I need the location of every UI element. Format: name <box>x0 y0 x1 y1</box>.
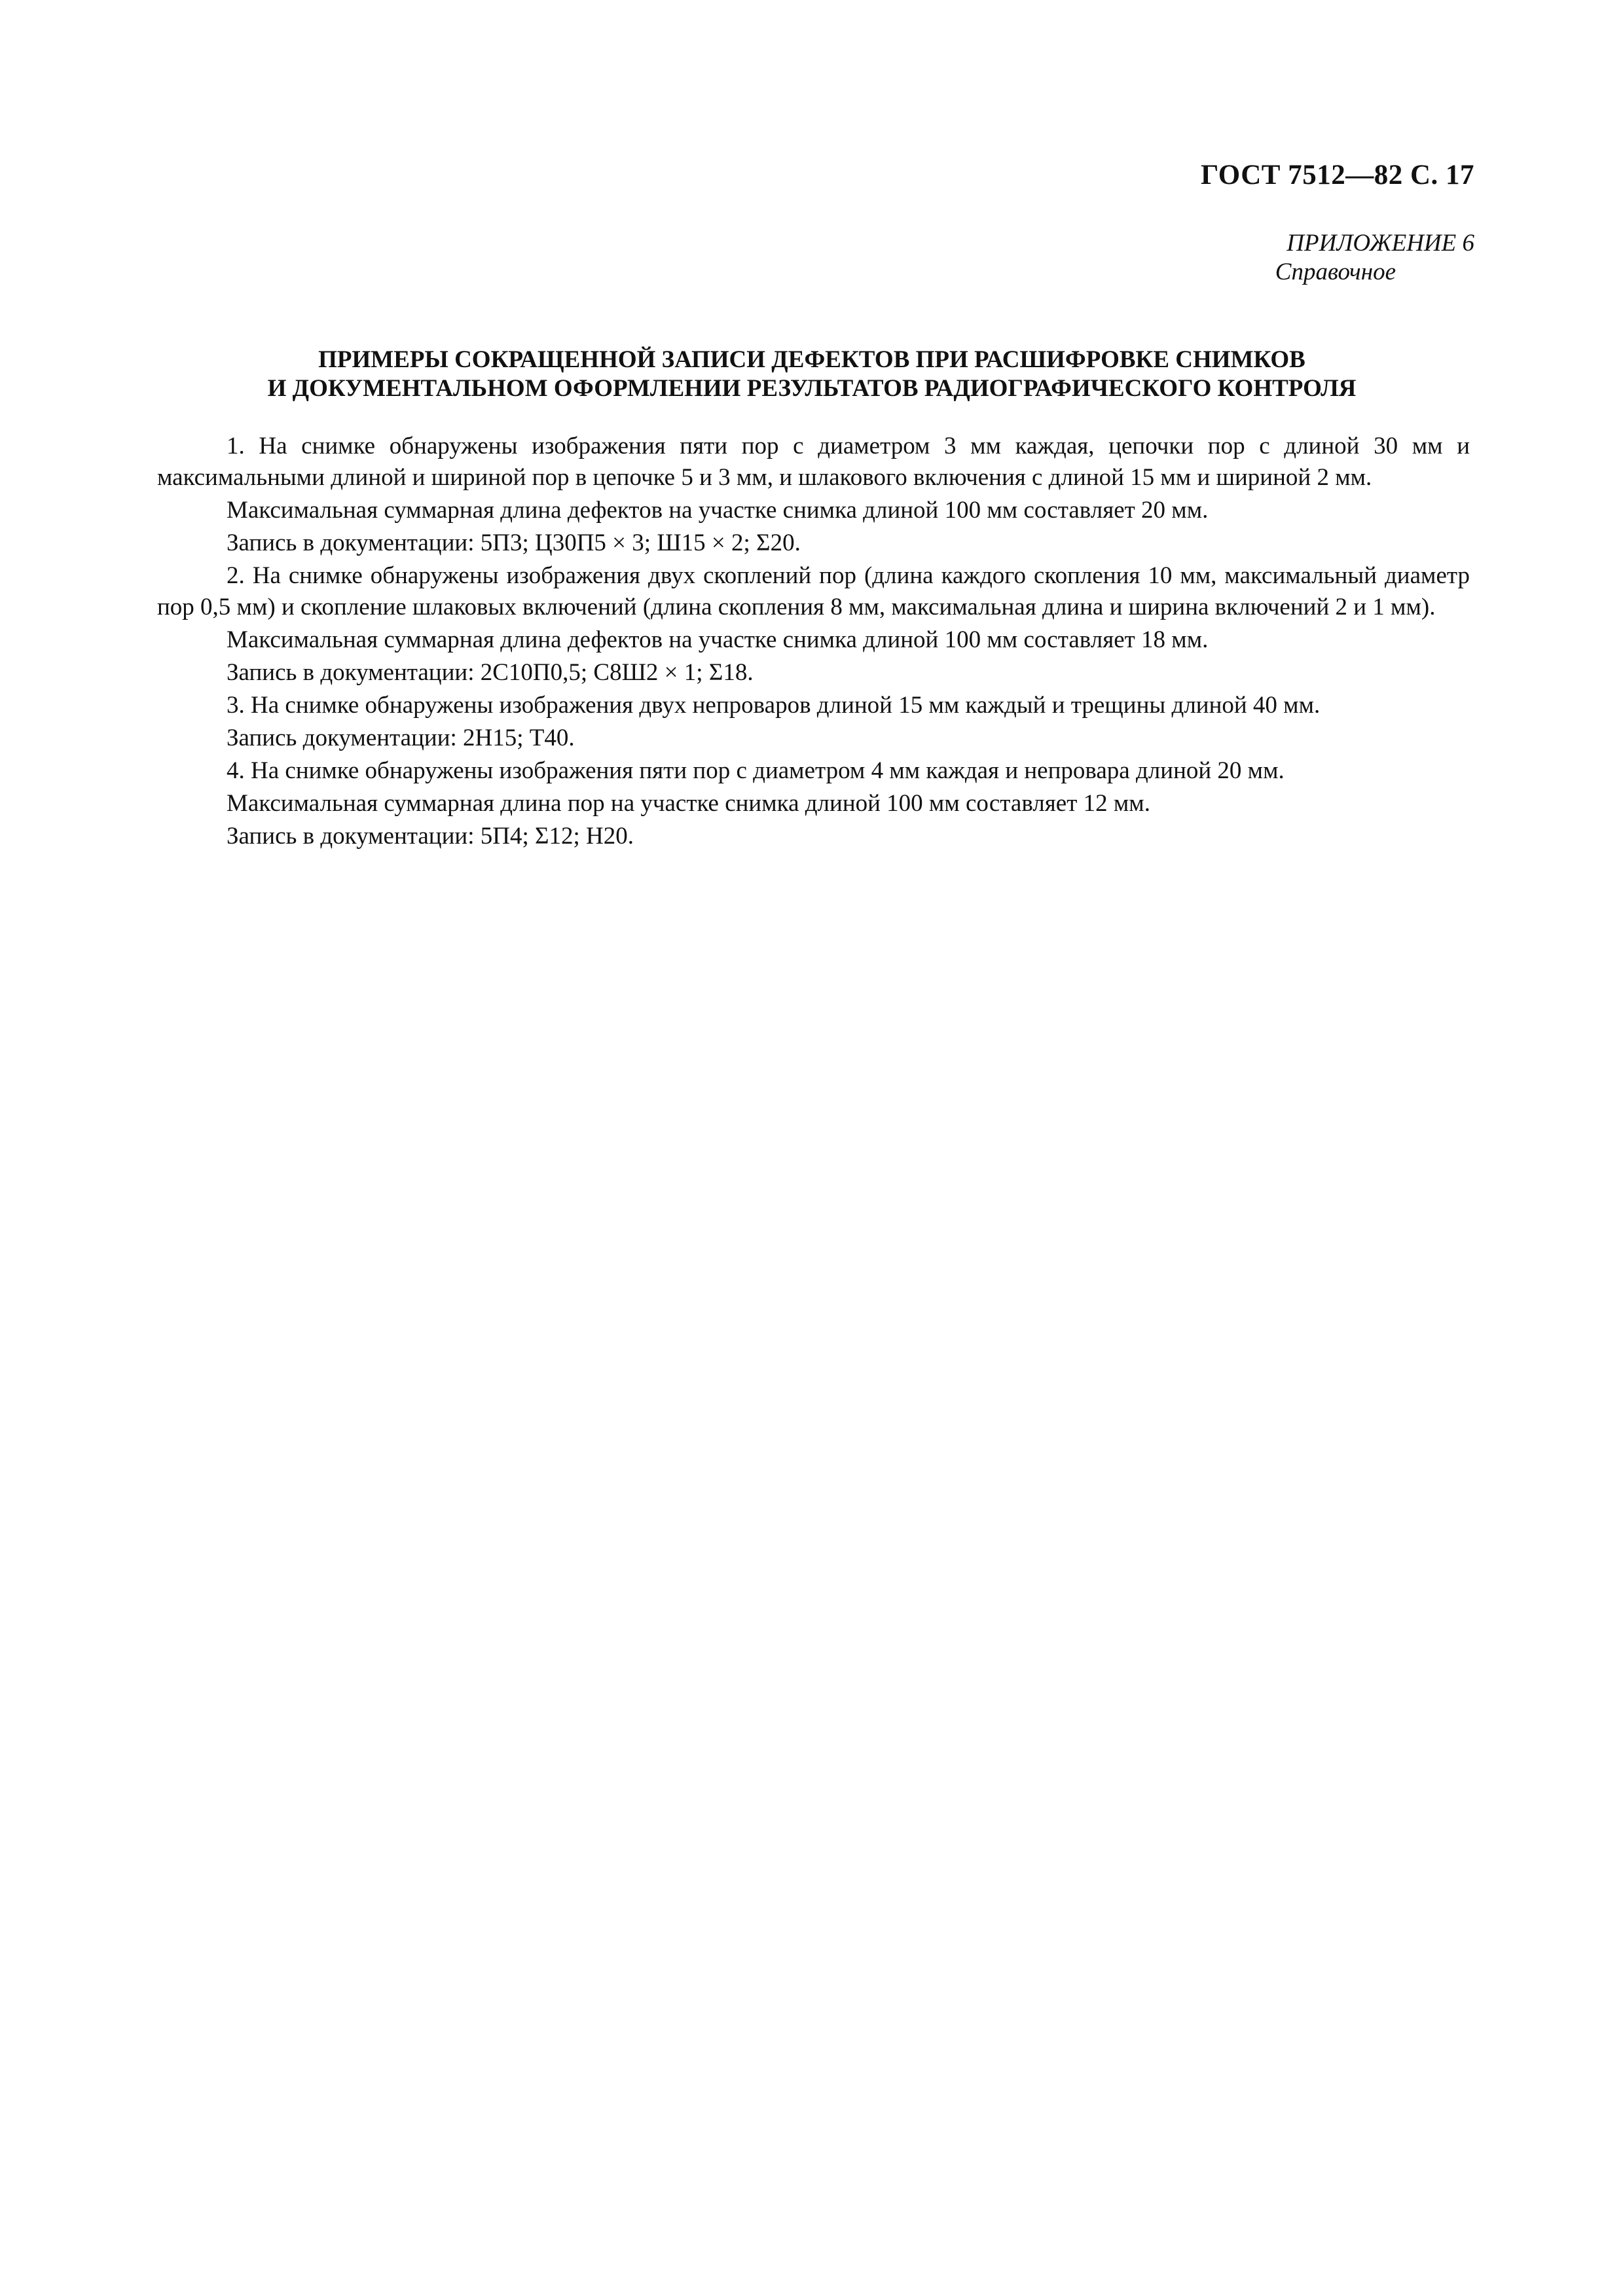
appendix-label: ПРИЛОЖЕНИЕ 6 <box>1286 230 1474 257</box>
appendix-block <box>1275 229 1474 287</box>
page-title-line-1: ПРИМЕРЫ СОКРАЩЕННОЙ ЗАПИСИ ДЕФЕКТОВ ПРИ РАСШИФРОВКЕ СНИМКОВ <box>318 346 1305 373</box>
paragraph: Максимальная суммарная длина дефектов на участке снимка длиной 100 мм составляет 20 мм. <box>227 497 1209 524</box>
paragraph: 4. На снимке обнаружены изображения пяти пор с диаметром 4 мм каждая и непровара длиной 20 мм. <box>227 757 1285 784</box>
paragraph: 3. На снимке обнаружены изображения двух непроваров длиной 15 мм каждый и трещины длиной 40 мм. <box>227 692 1321 719</box>
paragraph: Запись документации: 2Н15; Т40. <box>227 725 575 751</box>
paragraph: 1. На снимке обнаружены изображения пяти пор с диаметром 3 мм каждая, цепочки пор с длиной 30 мм и максимальными длиной и шириной пор в цепочке 5 и 3 мм, и шлакового включения с длиной 15 мм и шириной 2 мм. <box>157 433 1470 491</box>
paragraph: Запись в документации: 5П4; Σ12; Н20. <box>227 823 634 850</box>
paragraph: Запись в документации: 2С10П0,5; С8Ш2 × 1; Σ18. <box>227 659 754 686</box>
body-text <box>157 431 1470 853</box>
page-header-doc-ref: ГОСТ 7512—82 С. 17 <box>1200 160 1474 190</box>
paragraph: Максимальная суммарная длина дефектов на участке снимка длиной 100 мм составляет 18 мм. <box>227 626 1209 653</box>
page-title <box>157 346 1467 403</box>
paragraph: 2. На снимке обнаружены изображения двух скоплений пор (длина каждого скопления 10 мм, максимальный диаметр пор 0,5 мм) и скопление шлаковых включений (длина скопления 8 мм, максимальная длина и ширина включений 2 и 1 мм). <box>157 562 1470 620</box>
page-title-line-2: И ДОКУМЕНТАЛЬНОМ ОФОРМЛЕНИИ РЕЗУЛЬТАТОВ РАДИОГРАФИЧЕСКОГО КОНТРОЛЯ <box>267 375 1357 402</box>
appendix-status: Справочное <box>1275 259 1396 285</box>
paragraph: Максимальная суммарная длина пор на участке снимка длиной 100 мм составляет 12 мм. <box>227 790 1150 817</box>
paragraph: Запись в документации: 5П3; Ц30П5 × 3; Ш15 × 2; Σ20. <box>227 529 801 556</box>
